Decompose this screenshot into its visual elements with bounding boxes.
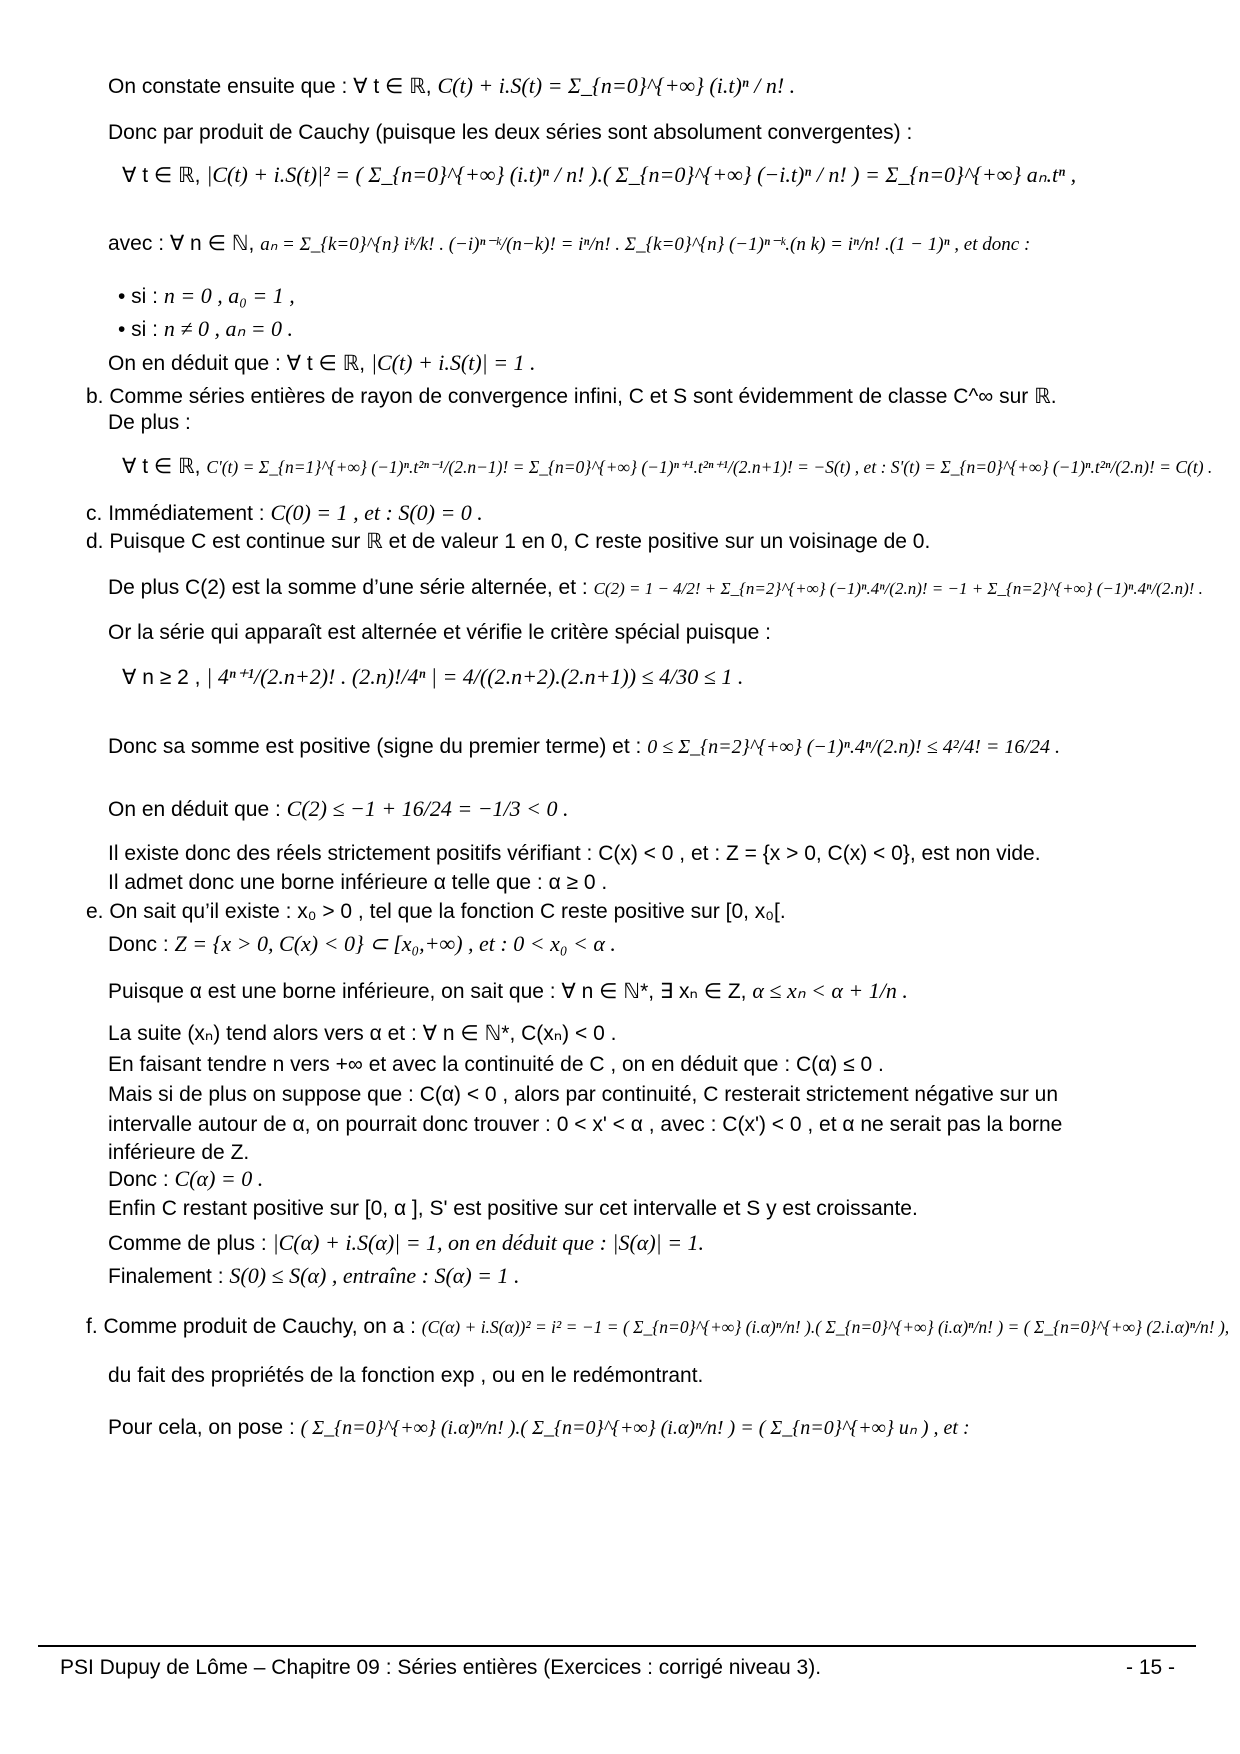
- page-number: - 15 -: [1126, 1656, 1176, 1679]
- text-line: inférieure de Z.: [108, 1141, 250, 1164]
- text-line: Donc : C(α) = 0 .: [108, 1166, 264, 1191]
- text-line: Finalement : S(0) ≤ S(α) , entraîne : S(α) = 1 .: [108, 1263, 520, 1288]
- text-line: • si : n ≠ 0 , aₙ = 0 .: [118, 316, 294, 341]
- text-line: intervalle autour de α, on pourrait donc trouver : 0 < x' < α , avec : C(x') < 0 , et α ne serait pas la borne: [108, 1113, 1063, 1136]
- text-line: avec : ∀ n ∈ ℕ, aₙ = Σ_{k=0}^{n} iᵏ/k! . (−i)ⁿ⁻ᵏ/(n−k)! = iⁿ/n! . Σ_{k=0}^{n} (−1)ⁿ⁻ᵏ.(n k) = iⁿ/n! .(1 − 1)ⁿ , et donc :: [108, 232, 1031, 255]
- text-line: Or la série qui apparaît est alternée et vérifie le critère spécial puisque :: [108, 621, 772, 644]
- text-line: b. Comme séries entières de rayon de convergence infini, C et S sont évidemment de classe C^∞ sur ℝ.: [86, 385, 1057, 408]
- text-line: Donc : Z = {x > 0, C(x) < 0} ⊂ [x₀,+∞) , et : 0 < x₀ < α .: [108, 931, 616, 956]
- text-line: f. Comme produit de Cauchy, on a : (C(α) + i.S(α))² = i² = −1 = ( Σ_{n=0}^{+∞} (i.α)ⁿ/n! ).( Σ_{n=0}^{+∞} (i.α)ⁿ/n! ) = ( Σ_{n=0}^{+∞} (2.i.α)ⁿ/n! ),: [86, 1315, 1230, 1338]
- text-line: De plus C(2) est la somme d’une série alternée, et : C(2) = 1 − 4/2! + Σ_{n=2}^{+∞} (−1)ⁿ.4ⁿ/(2.n)! = −1 + Σ_{n=2}^{+∞} (−1)ⁿ.4ⁿ/(2.n)! .: [108, 576, 1203, 599]
- text-line: ∀ t ∈ ℝ, |C(t) + i.S(t)|² = ( Σ_{n=0}^{+∞} (i.t)ⁿ / n! ).( Σ_{n=0}^{+∞} (−i.t)ⁿ / n! ) = Σ_{n=0}^{+∞} aₙ.tⁿ ,: [122, 162, 1077, 187]
- text-line: On en déduit que : ∀ t ∈ ℝ, |C(t) + i.S(t)| = 1 .: [108, 350, 536, 375]
- text-line: Mais si de plus on suppose que : C(α) < 0 , alors par continuité, C resterait strictement négative sur un: [108, 1083, 1059, 1106]
- text-line: Puisque α est une borne inférieure, on sait que : ∀ n ∈ ℕ*, ∃ xₙ ∈ Z, α ≤ xₙ < α + 1/n .: [108, 978, 908, 1003]
- text-line: On constate ensuite que : ∀ t ∈ ℝ, C(t) + i.S(t) = Σ_{n=0}^{+∞} (i.t)ⁿ / n! .: [108, 73, 796, 98]
- text-line: e. On sait qu’il existe : x₀ > 0 , tel que la fonction C reste positive sur [0, x₀[.: [86, 900, 786, 923]
- text-line: Pour cela, on pose : ( Σ_{n=0}^{+∞} (i.α)ⁿ/n! ).( Σ_{n=0}^{+∞} (i.α)ⁿ/n! ) = ( Σ_{n=0}^{+∞} uₙ ) , et :: [108, 1416, 970, 1439]
- text-line: c. Immédiatement : C(0) = 1 , et : S(0) = 0 .: [86, 500, 483, 525]
- text-line: • si : n = 0 , a₀ = 1 ,: [118, 283, 295, 308]
- text-line: Enfin C restant positive sur [0, α ], S' est positive sur cet intervalle et S y est croissante.: [108, 1197, 918, 1220]
- text-line: Il admet donc une borne inférieure α telle que : α ≥ 0 .: [108, 871, 608, 894]
- text-line: Donc par produit de Cauchy (puisque les deux séries sont absolument convergentes) :: [108, 121, 913, 144]
- text-line: En faisant tendre n vers +∞ et avec la continuité de C , on en déduit que : C(α) ≤ 0 .: [108, 1053, 884, 1076]
- text-line: d. Puisque C est continue sur ℝ et de valeur 1 en 0, C reste positive sur un voisinage de 0.: [86, 530, 931, 553]
- text-line: ∀ t ∈ ℝ, C'(t) = Σ_{n=1}^{+∞} (−1)ⁿ.t²ⁿ⁻¹/(2.n−1)! = Σ_{n=0}^{+∞} (−1)ⁿ⁺¹.t²ⁿ⁺¹/(2.n+1)! = −S(t) , et : S'(t) = Σ_{n=0}^{+∞} (−1)ⁿ.t²ⁿ/(2.n)! = C(t) .: [122, 455, 1213, 478]
- text-line: Il existe donc des réels strictement positifs vérifiant : C(x) < 0 , et : Z = {x > 0, C(x) < 0}, est non vide.: [108, 842, 1041, 865]
- text-line: Donc sa somme est positive (signe du premier terme) et : 0 ≤ Σ_{n=2}^{+∞} (−1)ⁿ.4ⁿ/(2.n)! ≤ 4²/4! = 16/24 .: [108, 735, 1060, 758]
- text-line: La suite (xₙ) tend alors vers α et : ∀ n ∈ ℕ*, C(xₙ) < 0 .: [108, 1022, 617, 1045]
- text-line: De plus :: [108, 411, 191, 434]
- text-line: du fait des propriétés de la fonction exp , ou en le redémontrant.: [108, 1364, 704, 1387]
- footer-title: PSI Dupuy de Lôme – Chapitre 09 : Séries entières (Exercices : corrigé niveau 3).: [60, 1656, 822, 1679]
- text-line: On en déduit que : C(2) ≤ −1 + 16/24 = −1/3 < 0 .: [108, 796, 569, 821]
- text-line: Comme de plus : |C(α) + i.S(α)| = 1, on en déduit que : |S(α)| = 1.: [108, 1230, 705, 1255]
- footer-divider: [38, 1645, 1196, 1647]
- text-line: ∀ n ≥ 2 , | 4ⁿ⁺¹/(2.n+2)! . (2.n)!/4ⁿ | = 4/((2.n+2).(2.n+1)) ≤ 4/30 ≤ 1 .: [122, 664, 744, 689]
